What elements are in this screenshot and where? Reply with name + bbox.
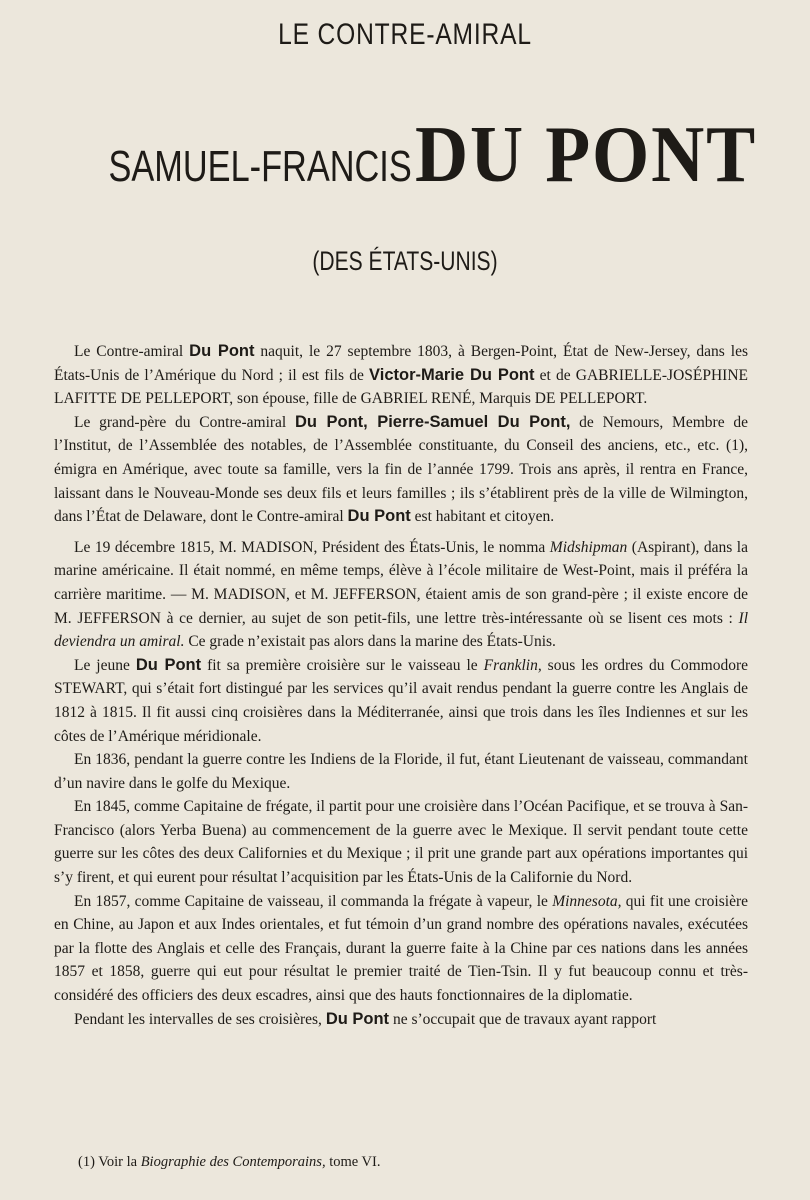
text-span: sous les ordres du Commodore STEWART, qui s’était fort distingué par les services qu’il avait rendus pendant la guerre contre les Anglais de 1812 à 1815. Il fit aussi cinq croisières dans la Méditerranée, ainsi que trois dans les îles Indiennes et sur les côtes de l’Amérique méridionale. bbox=[54, 656, 748, 745]
bold-name: Du Pont bbox=[347, 507, 411, 526]
text-span: naquit, le 27 septembre 1803, à Bergen-Point, État de New-Jersey, dans les États-Unis de l’Amérique du Nord ; il est fils de bbox=[54, 343, 748, 384]
text-span: Le jeune bbox=[74, 656, 136, 674]
page-title bbox=[0, 110, 810, 201]
bold-name: Victor-Marie Du Pont bbox=[369, 365, 535, 384]
paragraph-7 bbox=[54, 890, 748, 1008]
text-span: ne s’occupait que de travaux ayant rapport bbox=[389, 1010, 657, 1028]
text-span: Le 19 décembre 1815, M. MADISON, Président des États-Unis, le nomma bbox=[74, 538, 550, 556]
text-span: fit sa première croisière sur le vaisseau le bbox=[201, 656, 484, 674]
italic-text: Il deviendra un amiral. bbox=[54, 609, 748, 651]
subtitle: (DES ÉTATS-UNIS) bbox=[312, 246, 498, 276]
paragraph-4 bbox=[54, 654, 748, 748]
footnote bbox=[78, 1154, 380, 1171]
text-span: et de GABRIELLE-JOSÉPHINE LAFITTE DE PELLEPORT, son épouse, fille de GABRIEL RENÉ, Marquis DE PELLEPORT. bbox=[54, 366, 748, 408]
text-span: (Aspirant), dans la marine américaine. Il était nommé, en même temps, élève à l’école militaire de West-Point, mais il préféra la carrière maritime. — M. MADISON, et M. JEFFERSON, étaient amis de son grand-père ; il existe encore de M. JEFFERSON à ce dernier, au sujet de son petit-fils, une lettre très-intéressante où se lisent ces mots : bbox=[54, 538, 748, 627]
bold-name: Du Pont bbox=[325, 1009, 390, 1028]
text-span: Le Contre-amiral bbox=[74, 343, 190, 360]
text-span: tome VI. bbox=[325, 1154, 381, 1170]
italic-text: Biographie des Contemporains, bbox=[140, 1154, 326, 1170]
text-span: Ce grade n’existait pas alors dans la marine des États-Unis. bbox=[184, 633, 556, 651]
italic-text: Minnesota, bbox=[552, 892, 622, 910]
text-span: Le grand-père du Contre-amiral bbox=[74, 413, 296, 431]
title-top: LE CONTRE-AMIRAL bbox=[278, 18, 532, 51]
text-span: (1) Voir la bbox=[78, 1154, 141, 1170]
text-span: En 1836, pendant la guerre contre les Indiens de la Floride, il fut, étant Lieutenant de vaisseau, commandant d’un navire dans le golfe du Mexique. bbox=[54, 751, 748, 792]
italic-text: Midshipman bbox=[549, 538, 628, 556]
text-span: est habitant et citoyen. bbox=[410, 508, 555, 526]
paragraph-6 bbox=[54, 795, 748, 889]
text-span: de Nemours, Membre de l’Institut, de l’Assemblée des notables, de l’Assemblée constituante, du Conseil des anciens, etc., etc. (1), émigra en Amérique, avec toute sa famille, vers la fin de l’année 1799. Trois ans après, il rentra en France, laissant dans le Nouveau-Monde ses deux fils et leurs familles ; ils s’établirent près de la ville de Wilmington, dans l’État de Delaware, dont le Contre-amiral bbox=[54, 413, 748, 526]
text-span: En 1857, comme Capitaine de vaisseau, il commanda la frégate à vapeur, le bbox=[74, 892, 553, 910]
text-span: qui fit une croisière en Chine, au Japon et aux Indes orientales, et fut témoin d’un grand nombre des opérations navales, exécutées par la flotte des Anglais et celle des Français, durant la guerre faite à la Chine par ces nations dans les années 1857 et 1858, guerre qui eut pour résultat le premier traité de Tien-Tsin. Il y fut beaucoup connu et très-considéré des officiers des deux escadres, ainsi que des hauts fonctionnaires de la diplomatie. bbox=[54, 892, 748, 1005]
title-name-first: SAMUEL-FRANCIS bbox=[108, 142, 412, 191]
bold-name: Du Pont bbox=[189, 342, 255, 360]
title-name-last: DU PONT bbox=[415, 111, 758, 199]
bold-name: Du Pont, Pierre-Samuel Du Pont, bbox=[295, 412, 571, 431]
text-span: En 1845, comme Capitaine de frégate, il partit pour une croisière dans l’Océan Pacifique, et se trouva à San-Francisco (alors Yerba Buena) au commencement de la guerre avec le Mexique. Il servit pendant toute cette guerre sur les côtes des deux Californies et du Mexique ; il prit une grande part aux opérations importantes qui s’y firent, et qui eurent pour résultat l’acquisition par les États-Unis de la Californie du Nord. bbox=[54, 798, 748, 887]
paragraph-5 bbox=[54, 748, 748, 795]
paragraph-8 bbox=[54, 1008, 748, 1032]
paragraph-3 bbox=[54, 536, 748, 654]
italic-text: Franklin, bbox=[483, 656, 542, 674]
text-span: Pendant les intervalles de ses croisières, bbox=[74, 1010, 326, 1028]
paragraph-2 bbox=[54, 411, 748, 529]
body-text bbox=[54, 340, 748, 1031]
paragraph-1 bbox=[54, 340, 748, 411]
bold-name: Du Pont bbox=[135, 655, 202, 674]
